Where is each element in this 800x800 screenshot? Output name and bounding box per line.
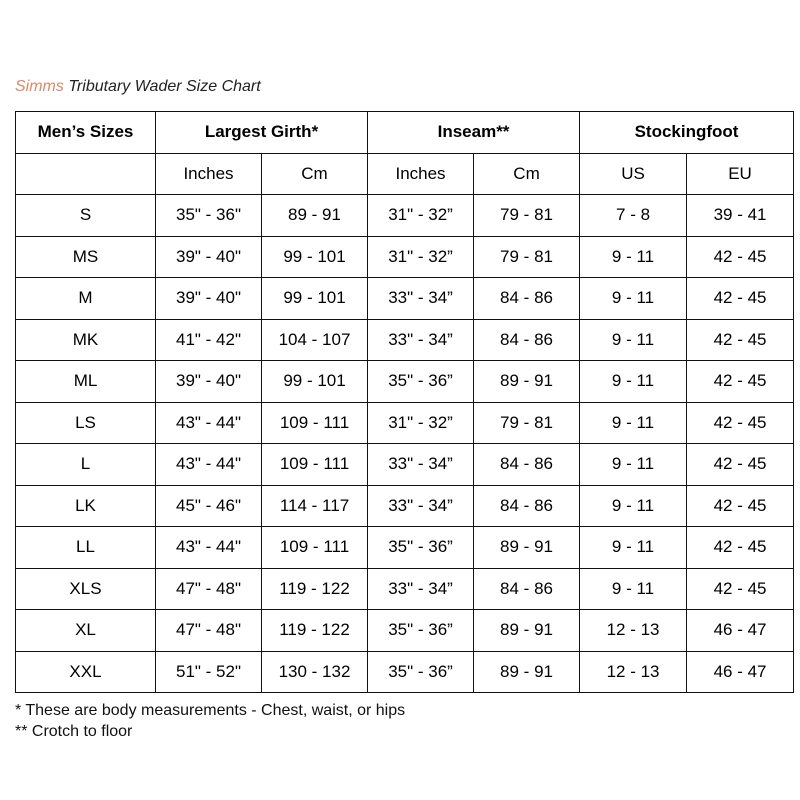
cell-girth-inches: 43" - 44" bbox=[156, 402, 262, 444]
cell-size: ML bbox=[16, 361, 156, 403]
table-row bbox=[16, 527, 794, 569]
cell-inseam-cm: 84 - 86 bbox=[474, 278, 580, 320]
subheader-stockingfoot-us: US bbox=[580, 153, 687, 195]
cell-inseam-inches: 35" - 36” bbox=[368, 527, 474, 569]
cell-size: LL bbox=[16, 527, 156, 569]
footnote-crotch-to-floor: ** Crotch to floor bbox=[15, 723, 133, 740]
cell-inseam-cm: 84 - 86 bbox=[474, 444, 580, 486]
table-row bbox=[16, 278, 794, 320]
subheader-empty bbox=[16, 153, 156, 195]
cell-inseam-inches: 33" - 34” bbox=[368, 568, 474, 610]
cell-inseam-inches: 35" - 36” bbox=[368, 361, 474, 403]
cell-inseam-cm: 89 - 91 bbox=[474, 527, 580, 569]
cell-stockingfoot-us: 9 - 11 bbox=[580, 278, 687, 320]
cell-girth-cm: 104 - 107 bbox=[262, 319, 368, 361]
cell-girth-cm: 99 - 101 bbox=[262, 361, 368, 403]
cell-girth-cm: 109 - 111 bbox=[262, 527, 368, 569]
cell-stockingfoot-us: 9 - 11 bbox=[580, 361, 687, 403]
group-header-row bbox=[16, 112, 794, 154]
cell-stockingfoot-eu: 42 - 45 bbox=[687, 402, 794, 444]
cell-stockingfoot-us: 9 - 11 bbox=[580, 402, 687, 444]
cell-inseam-inches: 31" - 32” bbox=[368, 402, 474, 444]
cell-inseam-inches: 33" - 34” bbox=[368, 485, 474, 527]
size-chart-table bbox=[15, 111, 794, 693]
cell-inseam-cm: 79 - 81 bbox=[474, 236, 580, 278]
brand-name: Simms bbox=[15, 78, 64, 95]
cell-girth-cm: 109 - 111 bbox=[262, 402, 368, 444]
cell-girth-inches: 43" - 44" bbox=[156, 444, 262, 486]
header-largest-girth: Largest Girth* bbox=[156, 112, 368, 154]
cell-girth-inches: 39" - 40" bbox=[156, 236, 262, 278]
cell-stockingfoot-eu: 46 - 47 bbox=[687, 651, 794, 693]
cell-stockingfoot-us: 9 - 11 bbox=[580, 444, 687, 486]
table-row bbox=[16, 444, 794, 486]
cell-stockingfoot-eu: 39 - 41 bbox=[687, 195, 794, 237]
cell-stockingfoot-us: 12 - 13 bbox=[580, 651, 687, 693]
cell-inseam-cm: 84 - 86 bbox=[474, 485, 580, 527]
cell-size: MK bbox=[16, 319, 156, 361]
cell-inseam-cm: 89 - 91 bbox=[474, 610, 580, 652]
cell-stockingfoot-eu: 42 - 45 bbox=[687, 319, 794, 361]
cell-stockingfoot-eu: 42 - 45 bbox=[687, 236, 794, 278]
footnotes bbox=[15, 700, 405, 742]
subheader-stockingfoot-eu: EU bbox=[687, 153, 794, 195]
table-row bbox=[16, 651, 794, 693]
cell-girth-cm: 130 - 132 bbox=[262, 651, 368, 693]
subheader-girth-inches: Inches bbox=[156, 153, 262, 195]
cell-size: LK bbox=[16, 485, 156, 527]
cell-girth-inches: 45" - 46" bbox=[156, 485, 262, 527]
cell-girth-inches: 51" - 52" bbox=[156, 651, 262, 693]
table-row bbox=[16, 402, 794, 444]
table-row bbox=[16, 568, 794, 610]
cell-girth-inches: 41" - 42" bbox=[156, 319, 262, 361]
table-row bbox=[16, 361, 794, 403]
cell-size: XL bbox=[16, 610, 156, 652]
cell-girth-cm: 109 - 111 bbox=[262, 444, 368, 486]
cell-size: S bbox=[16, 195, 156, 237]
cell-inseam-cm: 79 - 81 bbox=[474, 402, 580, 444]
chart-title-text: Tributary Wader Size Chart bbox=[68, 78, 261, 95]
cell-inseam-cm: 84 - 86 bbox=[474, 568, 580, 610]
cell-size: MS bbox=[16, 236, 156, 278]
subheader-inseam-cm: Cm bbox=[474, 153, 580, 195]
subheader-inseam-inches: Inches bbox=[368, 153, 474, 195]
table-row bbox=[16, 195, 794, 237]
cell-stockingfoot-us: 12 - 13 bbox=[580, 610, 687, 652]
cell-size: L bbox=[16, 444, 156, 486]
table-row bbox=[16, 610, 794, 652]
cell-inseam-inches: 31" - 32” bbox=[368, 195, 474, 237]
cell-stockingfoot-eu: 42 - 45 bbox=[687, 485, 794, 527]
header-inseam: Inseam** bbox=[368, 112, 580, 154]
cell-size: XLS bbox=[16, 568, 156, 610]
cell-size: LS bbox=[16, 402, 156, 444]
cell-girth-inches: 39" - 40" bbox=[156, 361, 262, 403]
cell-inseam-inches: 33" - 34” bbox=[368, 319, 474, 361]
footnote-body-measurements: * These are body measurements - Chest, waist, or hips bbox=[15, 702, 406, 719]
cell-inseam-cm: 89 - 91 bbox=[474, 361, 580, 403]
cell-inseam-inches: 33" - 34” bbox=[368, 444, 474, 486]
cell-girth-cm: 99 - 101 bbox=[262, 236, 368, 278]
cell-stockingfoot-us: 9 - 11 bbox=[580, 568, 687, 610]
table-row bbox=[16, 485, 794, 527]
cell-inseam-cm: 84 - 86 bbox=[474, 319, 580, 361]
cell-size: XXL bbox=[16, 651, 156, 693]
cell-inseam-inches: 35" - 36” bbox=[368, 651, 474, 693]
cell-stockingfoot-us: 9 - 11 bbox=[580, 319, 687, 361]
cell-girth-cm: 89 - 91 bbox=[262, 195, 368, 237]
cell-girth-inches: 47" - 48" bbox=[156, 610, 262, 652]
cell-stockingfoot-eu: 42 - 45 bbox=[687, 568, 794, 610]
cell-girth-cm: 99 - 101 bbox=[262, 278, 368, 320]
cell-girth-cm: 119 - 122 bbox=[262, 610, 368, 652]
header-mens-sizes: Men’s Sizes bbox=[16, 112, 156, 154]
cell-stockingfoot-us: 7 - 8 bbox=[580, 195, 687, 237]
cell-stockingfoot-eu: 42 - 45 bbox=[687, 527, 794, 569]
cell-inseam-cm: 89 - 91 bbox=[474, 651, 580, 693]
cell-inseam-cm: 79 - 81 bbox=[474, 195, 580, 237]
table-row bbox=[16, 236, 794, 278]
cell-stockingfoot-eu: 42 - 45 bbox=[687, 361, 794, 403]
cell-stockingfoot-us: 9 - 11 bbox=[580, 236, 687, 278]
header-stockingfoot: Stockingfoot bbox=[580, 112, 794, 154]
cell-girth-inches: 47" - 48" bbox=[156, 568, 262, 610]
chart-title bbox=[15, 78, 261, 96]
cell-girth-cm: 119 - 122 bbox=[262, 568, 368, 610]
sub-header-row bbox=[16, 153, 794, 195]
cell-girth-cm: 114 - 117 bbox=[262, 485, 368, 527]
cell-stockingfoot-eu: 42 - 45 bbox=[687, 444, 794, 486]
cell-girth-inches: 39" - 40" bbox=[156, 278, 262, 320]
cell-stockingfoot-eu: 42 - 45 bbox=[687, 278, 794, 320]
cell-inseam-inches: 31" - 32” bbox=[368, 236, 474, 278]
cell-size: M bbox=[16, 278, 156, 320]
cell-stockingfoot-us: 9 - 11 bbox=[580, 485, 687, 527]
cell-stockingfoot-eu: 46 - 47 bbox=[687, 610, 794, 652]
cell-girth-inches: 43" - 44" bbox=[156, 527, 262, 569]
cell-inseam-inches: 33" - 34” bbox=[368, 278, 474, 320]
cell-stockingfoot-us: 9 - 11 bbox=[580, 527, 687, 569]
cell-inseam-inches: 35" - 36” bbox=[368, 610, 474, 652]
cell-girth-inches: 35" - 36" bbox=[156, 195, 262, 237]
table-body bbox=[16, 195, 794, 693]
table-row bbox=[16, 319, 794, 361]
subheader-girth-cm: Cm bbox=[262, 153, 368, 195]
